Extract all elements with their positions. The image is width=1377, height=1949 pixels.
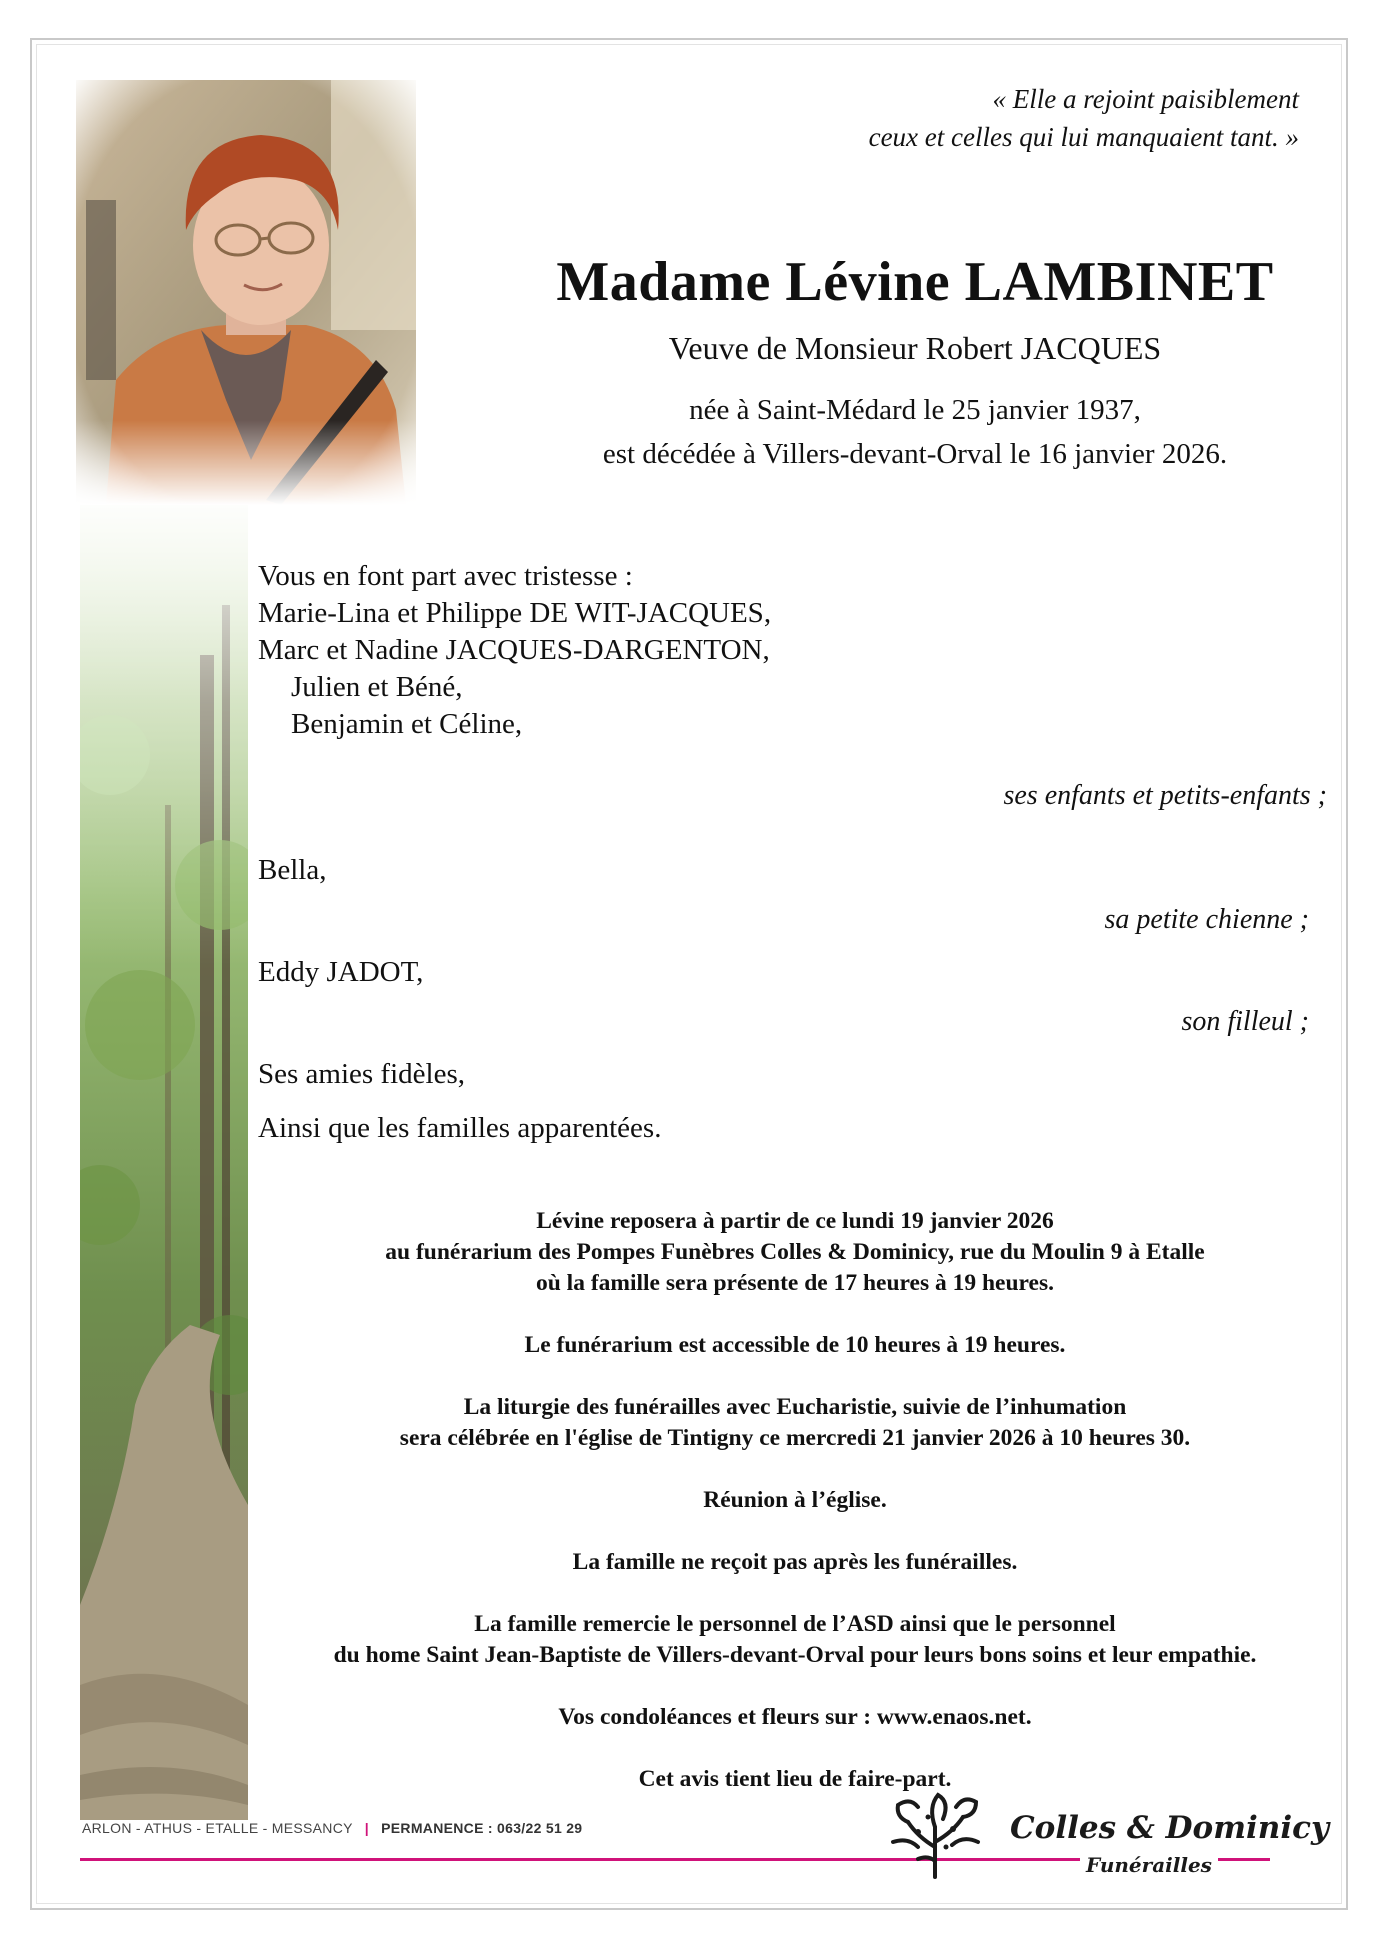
death-line: est décédée à Villers-devant-Orval le 16 janvier 2026. [602,438,1228,470]
godson-name: Eddy JADOT, [258,956,424,988]
life-dates [515,388,1315,476]
family-grandchild: Benjamin et Céline, [291,708,523,740]
thanks-line-2: du home Saint Jean-Baptiste de Villers-devant-Orval pour leurs bons soins et leur empathie. [333,1642,1257,1668]
pet-role: sa petite chienne ; [1104,904,1309,935]
relatives-line: Ainsi que les familles apparentées. [258,1112,662,1144]
family-grandchild: Julien et Béné, [291,671,463,703]
footer-permanence: PERMANENCE : 063/22 51 29 [381,1820,583,1836]
notice-line: Cet avis tient lieu de faire-part. [638,1766,952,1792]
family-list [258,558,771,743]
family-child: Marc et Nadine JACQUES-DARGENTON, [258,634,770,666]
access-hours: Le funérarium est accessible de 10 heures à 19 heures. [524,1332,1066,1358]
children-role: ses enfants et petits-enfants ; [1003,780,1327,811]
liturgy-line-1: La liturgie des funérailles avec Eucharistie, suivie de l’inhumation [463,1394,1127,1420]
quote-line-2: ceux et celles qui lui manquaient tant. » [868,122,1299,152]
condolences-line: Vos condoléances et fleurs sur : www.enaos.net. [558,1704,1032,1730]
company-name: Colles & Dominicy [1010,1810,1329,1846]
meeting-line: Réunion à l’église. [703,1487,887,1513]
liturgy-line-2: sera célébrée en l'église de Tintigny ce mercredi 21 janvier 2026 à 10 heures 30. [399,1425,1191,1451]
no-reception-line: La famille ne reçoit pas après les funérailles. [572,1549,1018,1575]
birth-line: née à Saint-Médard le 25 janvier 1937, [689,394,1141,426]
epitaph-quote [599,80,1299,156]
company-subtitle: Funérailles [1080,1853,1218,1877]
family-child: Marie-Lina et Philippe DE WIT-JACQUES, [258,597,772,629]
viewing-line-3: où la famille sera présente de 17 heures à 19 heures. [535,1270,1055,1296]
godson-role: son filleul ; [1181,1006,1309,1037]
footer-locations: ARLON - ATHUS - ETALLE - MESSANCY [82,1820,353,1836]
pet-name: Bella, [258,854,327,886]
viewing-line-1: Lévine reposera à partir de ce lundi 19 janvier 2026 [536,1208,1054,1234]
ceremony-info [250,1175,1340,1826]
family-intro: Vous en font part avec tristesse : [258,560,633,592]
viewing-line-2: au funérarium des Pompes Funèbres Colles & Dominicy, rue du Moulin 9 à Etalle [385,1239,1205,1265]
widow-of: Veuve de Monsieur Robert JACQUES [668,330,1162,366]
footer-separator: | [364,1820,369,1836]
friends-line: Ses amies fidèles, [258,1058,465,1090]
quote-line-1: « Elle a rejoint paisiblement [992,84,1299,114]
tree-icon [888,1787,983,1879]
portrait-photo [76,80,416,505]
deceased-name: Madame Lévine LAMBINET [556,251,1274,313]
footer-contact [82,1820,582,1836]
thanks-line-1: La famille remercie le personnel de l’ASD ainsi que le personnel [474,1611,1116,1637]
forest-path-image [80,505,248,1820]
